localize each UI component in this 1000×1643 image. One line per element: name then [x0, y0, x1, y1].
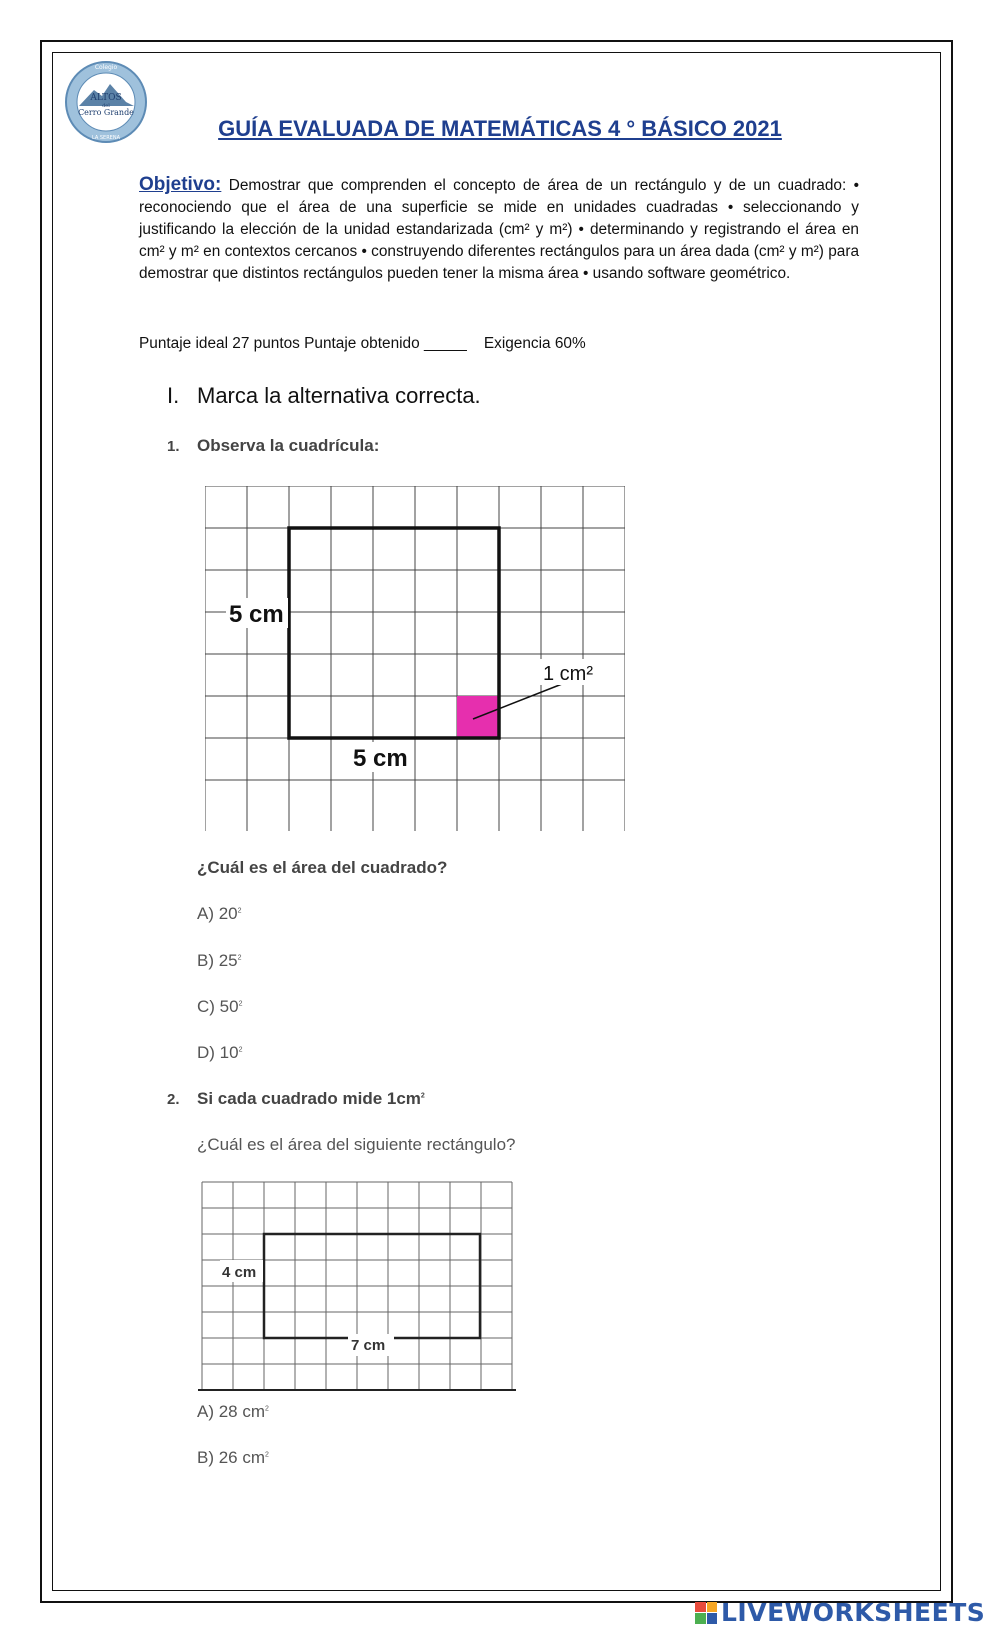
liveworksheets-badge-icon [695, 1602, 717, 1624]
q2-option-b-sup: 2 [265, 1451, 269, 1459]
question1-number: 1. [167, 438, 180, 455]
q1-option-d-sup: 2 [238, 1046, 243, 1054]
q1-option-d[interactable] [197, 1043, 242, 1063]
square-grid-figure [205, 486, 625, 831]
q2-bottom-label: 7 cm [351, 1337, 386, 1354]
score-line: Puntaje ideal 27 puntos Puntaje obtenido _____ Exigencia 60% [139, 335, 586, 352]
q1-option-a-text: A) 20 [197, 904, 238, 923]
q1-option-c-text: C) 50 [197, 997, 239, 1016]
question2-prompt-sup: 2 [420, 1092, 425, 1100]
q1-option-c[interactable] [197, 997, 242, 1017]
question1-prompt: Observa la cuadrícula: [197, 436, 380, 455]
q1-option-d-text: D) 10 [197, 1043, 239, 1062]
rectangle-grid-figure [198, 1172, 518, 1392]
grid2-lines [202, 1182, 512, 1390]
question2-prompt: Si cada cuadrado mide 1cm [197, 1089, 421, 1108]
q1-option-b-sup: 2 [237, 954, 242, 962]
objective-paragraph [139, 174, 859, 285]
question1-question: ¿Cuál es el área del cuadrado? [197, 858, 448, 877]
bottom-label: 5 cm [353, 745, 408, 772]
q1-option-b[interactable] [197, 951, 242, 971]
liveworksheets-logo [695, 1598, 985, 1627]
objective-label: Objetivo: [139, 174, 222, 195]
side-label: 5 cm [229, 601, 284, 628]
q1-option-b-text: B) 25 [197, 951, 238, 970]
liveworksheets-brand: LIVEWORKSHEETS [721, 1598, 986, 1627]
objective-text: Demostrar que comprenden el concepto de área de un rectángulo y de un cuadrado: • reconociendo que el área de una superficie se mide en unidades cuadradas • seleccionando y justificando la elección de la unidad estandarizada (cm² y m²) • determinando y registrando el área en cm² y m² en contextos cercanos • construyendo diferentes rectángulos para un área dada (cm² y m²) para demostrar que distintos rectángulos pueden tener la misma área • usando software geométrico. [139, 177, 859, 282]
section-heading [167, 383, 481, 409]
q2-option-a[interactable] [197, 1402, 269, 1422]
q1-option-a-sup: 2 [237, 907, 242, 915]
school-logo [64, 60, 148, 144]
logo-top-text: Colegio [94, 64, 118, 71]
question1-heading [167, 436, 379, 456]
q1-option-c-sup: 2 [238, 1000, 243, 1008]
logo-bottom-text: LA SERENA [91, 135, 121, 141]
grid1-lines [205, 486, 625, 831]
q2-option-a-text: A) 28 cm [197, 1402, 266, 1421]
section-number: I. [167, 383, 180, 408]
logo-name-line2: del [102, 103, 110, 109]
q2-option-b-text: B) 26 cm [197, 1448, 266, 1467]
logo-name-line1: ALTOS [90, 93, 122, 103]
section-title-text: Marca la alternativa correcta. [197, 383, 481, 408]
logo-name-line3: Cerro Grande [78, 108, 134, 117]
question2-number: 2. [167, 1091, 180, 1108]
q2-option-a-sup: 2 [265, 1405, 269, 1413]
question2-subprompt: ¿Cuál es el área del siguiente rectángulo? [197, 1135, 516, 1154]
unit-label: 1 cm² [543, 663, 593, 685]
question2-heading [167, 1089, 425, 1109]
q2-side-label: 4 cm [222, 1264, 257, 1281]
q1-option-a[interactable] [197, 904, 242, 924]
q2-option-b[interactable] [197, 1448, 269, 1468]
page-title: GUÍA EVALUADA DE MATEMÁTICAS 4 ° BÁSICO 2021 [218, 116, 782, 141]
